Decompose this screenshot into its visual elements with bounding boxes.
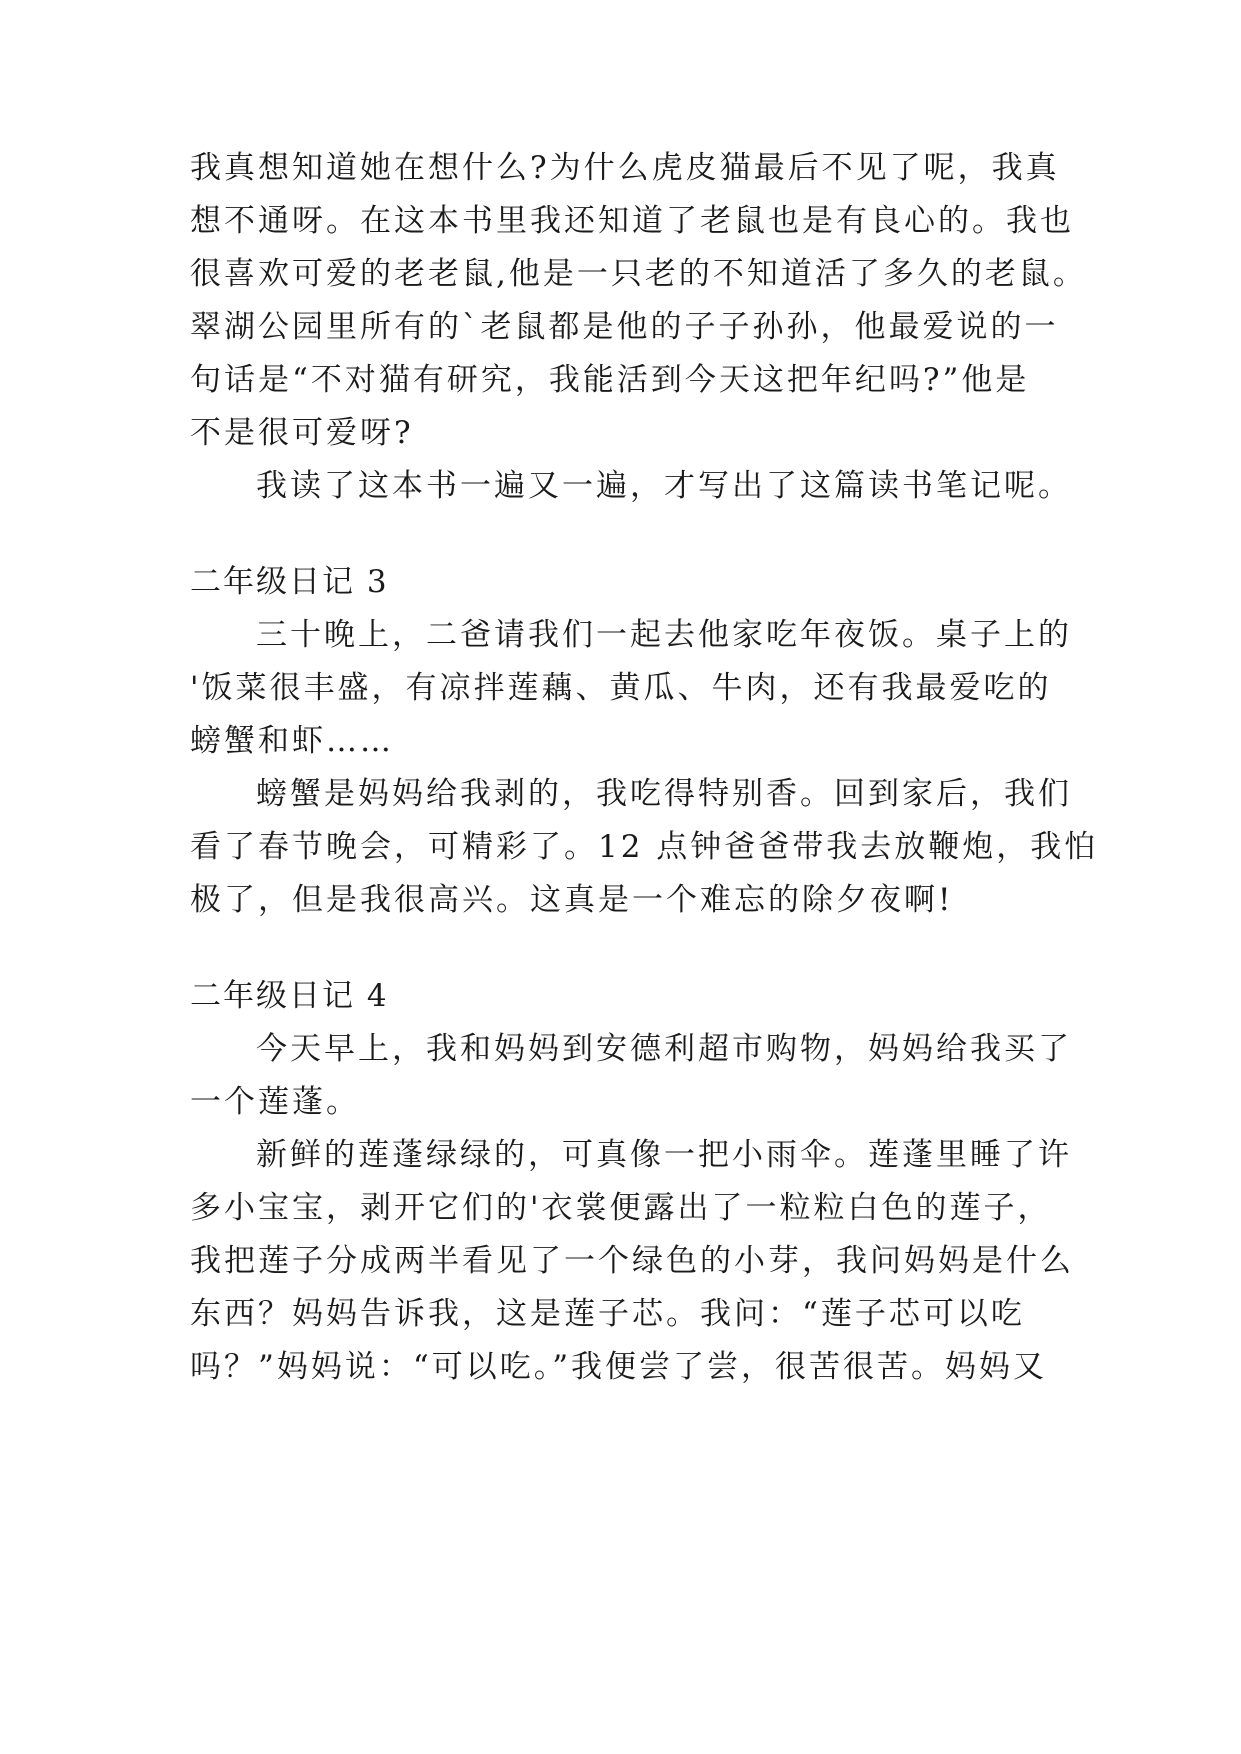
- text-line: 不是很可爱呀?: [190, 415, 414, 451]
- text-line: 我真想知道她在想什么?为什么虎皮猫最后不见了呢，我真: [190, 150, 1060, 186]
- text-line: 螃蟹和虾……: [190, 723, 394, 759]
- text-line: 句话是“不对猫有研究，我能活到今天这把年纪吗?”他是: [190, 362, 1030, 398]
- text-line: 东西？妈妈告诉我，这是莲子芯。我问：“莲子芯可以吃: [190, 1296, 1025, 1332]
- paragraph-line: 新鲜的莲蓬绿绿的，可真像一把小雨伞。莲蓬里睡了许: [256, 1137, 1072, 1173]
- paragraph-line: 三十晚上，二爸请我们一起去他家吃年夜饭。桌子上的: [256, 617, 1072, 653]
- paragraph-line: 螃蟹是妈妈给我剥的，我吃得特别香。回到家后，我们: [256, 776, 1072, 812]
- paragraph-line: 我读了这本书一遍又一遍，才写出了这篇读书笔记呢。: [256, 468, 1072, 504]
- text-line: 很喜欢可爱的老老鼠,他是一只老的不知道活了多久的老鼠。: [190, 256, 1087, 292]
- section-heading: 二年级日记 4: [190, 978, 389, 1014]
- text-line: 吗？”妈妈说：“可以吃。”我便尝了尝，很苦很苦。妈妈又: [190, 1349, 1048, 1385]
- text-line: 看了春节晚会，可精彩了。12 点钟爸爸带我去放鞭炮，我怕: [190, 829, 1099, 865]
- paragraph-line: 今天早上，我和妈妈到安德利超市购物，妈妈给我买了: [256, 1031, 1072, 1067]
- text-line: 极了，但是我很高兴。这真是一个难忘的除夕夜啊!: [190, 882, 954, 918]
- text-line: 翠湖公园里所有的`老鼠都是他的子子孙孙，他最爱说的一: [190, 309, 1059, 345]
- text-line: '饭菜很丰盛，有凉拌莲藕、黄瓜、牛肉，还有我最爱吃的: [190, 670, 1052, 706]
- text-line: 想不通呀。在这本书里我还知道了老鼠也是有良心的。我也: [190, 203, 1074, 239]
- text-line: 我把莲子分成两半看见了一个绿色的小芽，我问妈妈是什么: [190, 1243, 1074, 1279]
- text-line: 一个莲蓬。: [190, 1084, 360, 1120]
- text-line: 多小宝宝，剥开它们的'衣裳便露出了一粒粒白色的莲子，: [190, 1190, 1052, 1226]
- section-heading: 二年级日记 3: [190, 564, 389, 600]
